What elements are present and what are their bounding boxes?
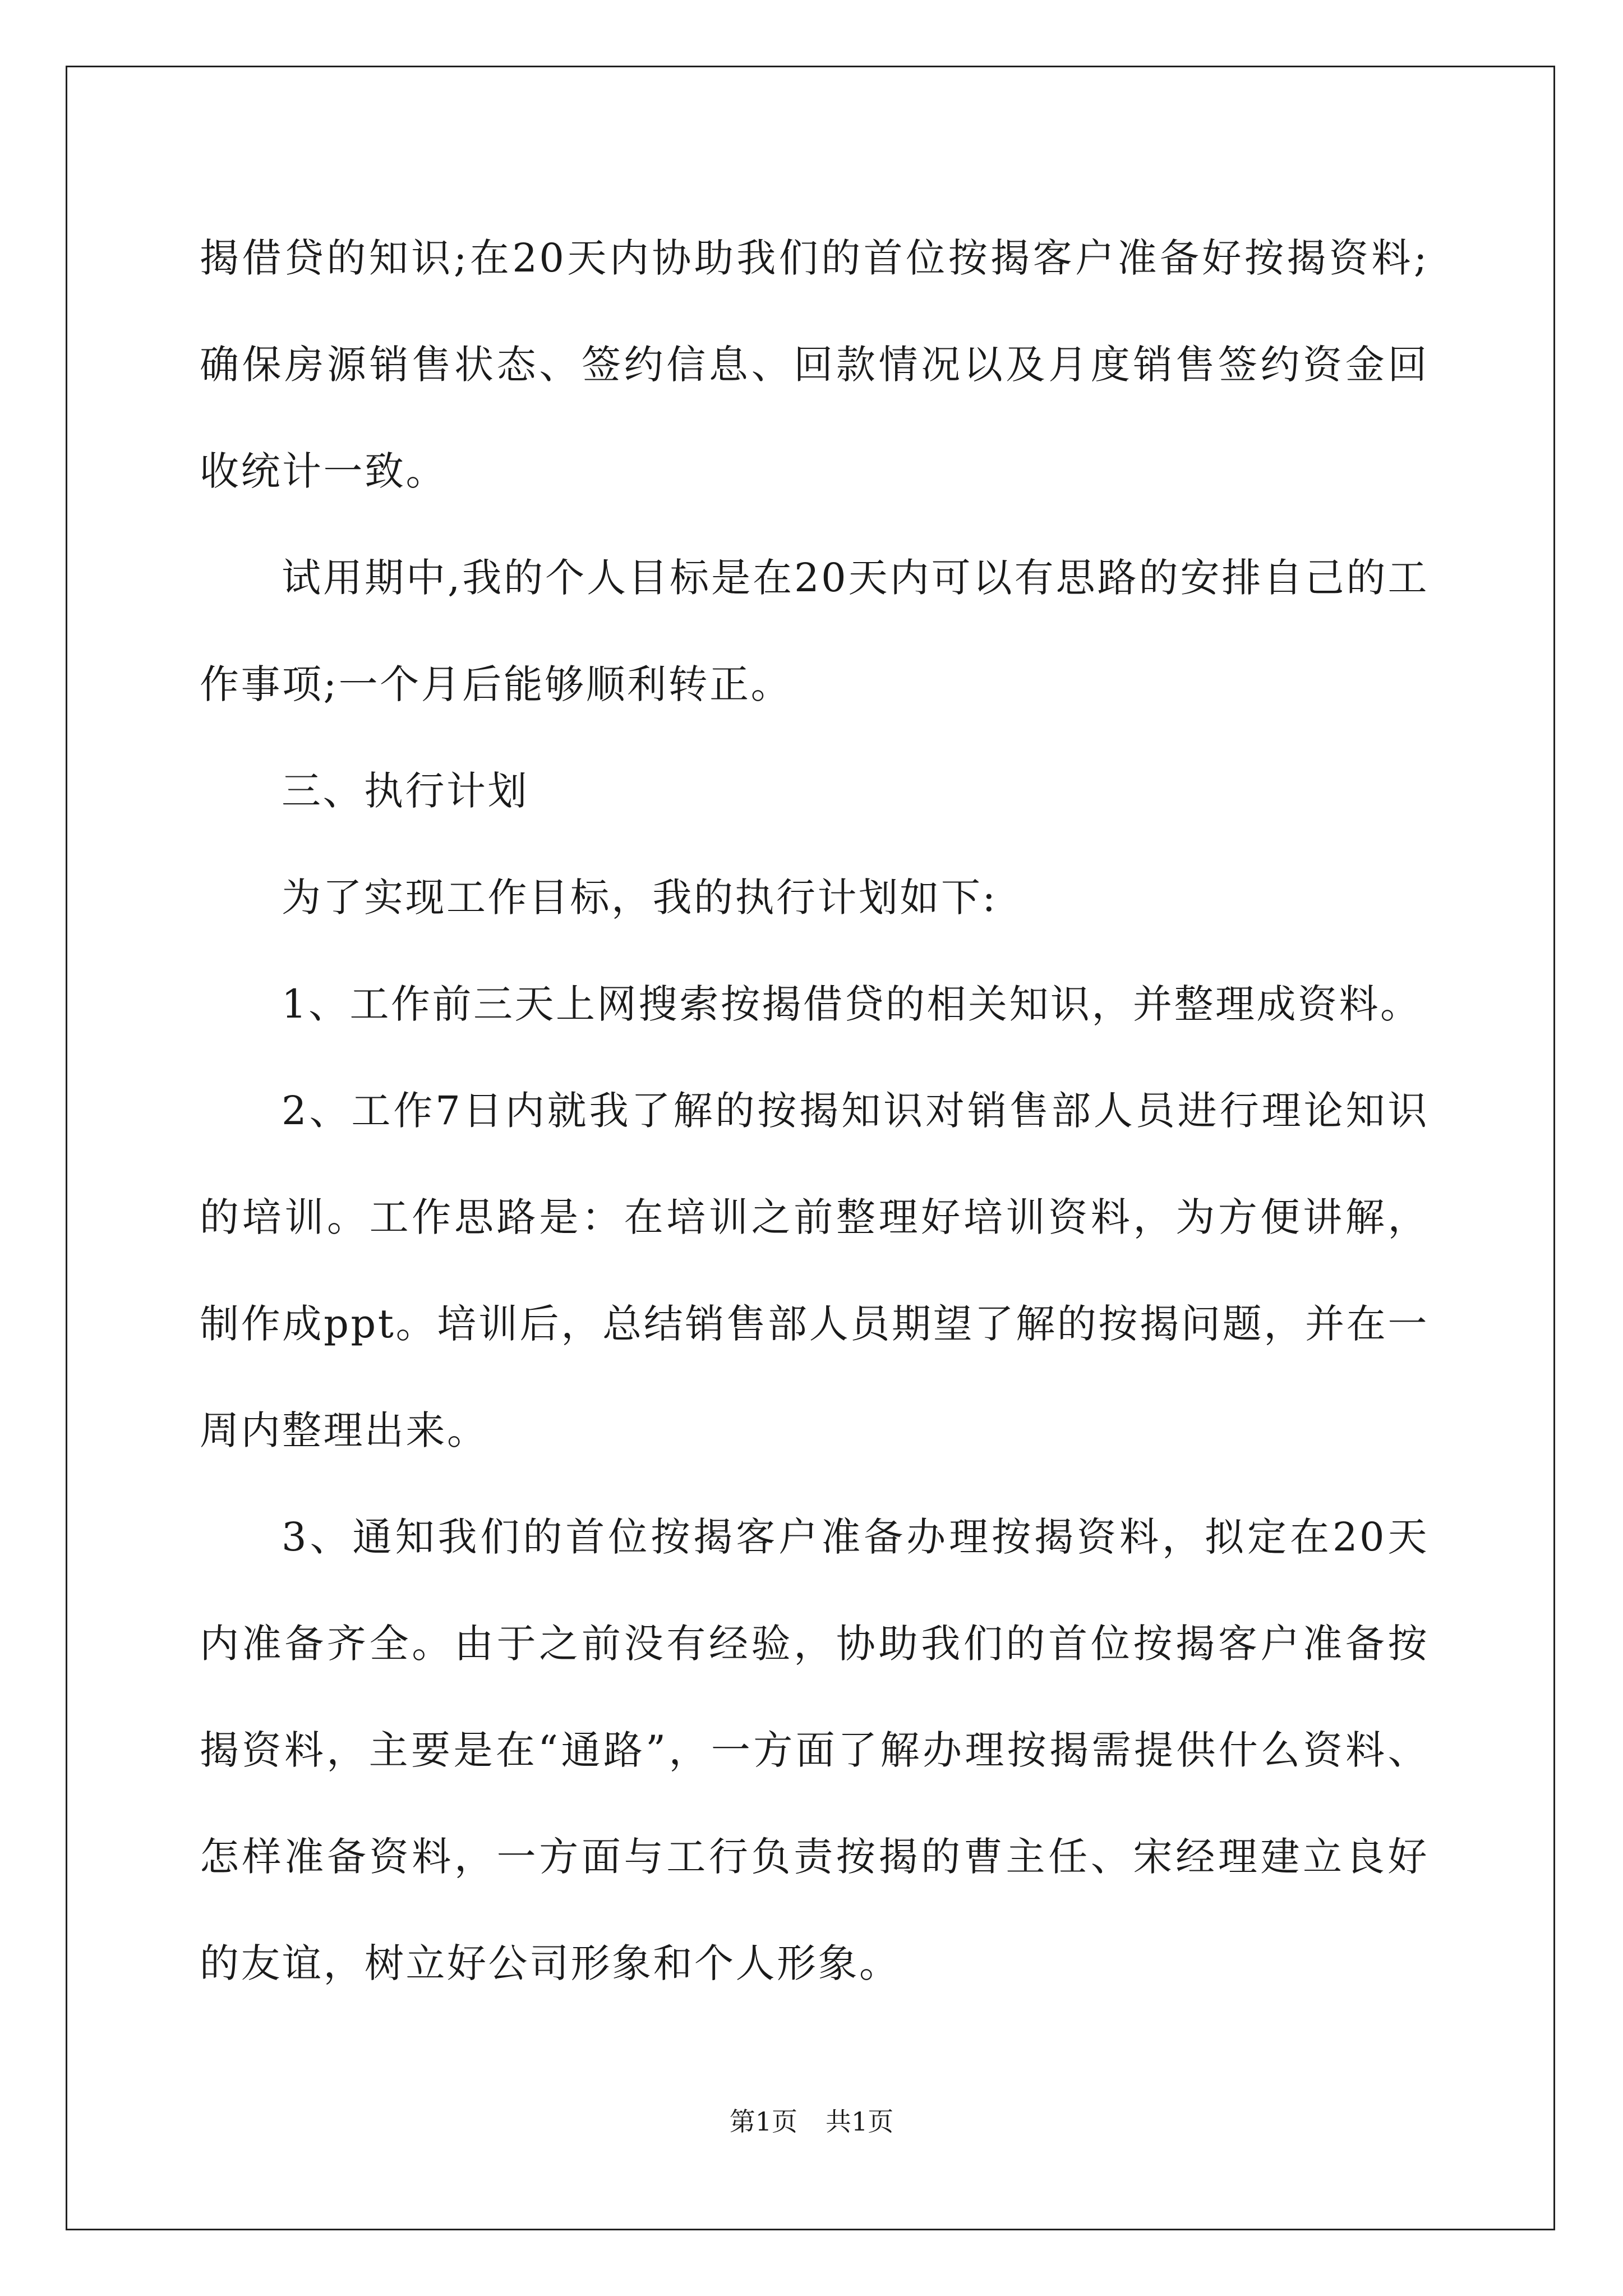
page-footer	[0, 2105, 1623, 2138]
document-body	[200, 205, 1429, 2017]
plan-item-2: 2、工作7日内就我了解的按揭知识对销售部人员进行理论知识的培训。工作思路是：在培训之前整理好培训资料，为方便讲解，制作成ppt。培训后，总结销售部人员期望了解的按揭问题，并在一周内整理出来。	[200, 1088, 1429, 1453]
page-number: 第1页	[729, 2106, 797, 2137]
plan-item-3: 3、通知我们的首位按揭客户准备办理按揭资料，拟定在20天内准备齐全。由于之前没有经验，协助我们的首位按揭客户准备按揭资料，主要是在“通路”，一方面了解办理按揭需提供什么资料、怎样准备资料，一方面与工行负责按揭的曹主任、宋经理建立良好的友谊，树立好公司形象和个人形象。	[200, 1514, 1429, 1986]
paragraph-1: 揭借贷的知识;在20天内协助我们的首位按揭客户准备好按揭资料;确保房源销售状态、签约信息、回款情况以及月度销售签约资金回收统计一致。	[200, 235, 1429, 494]
paragraph-2: 试用期中,我的个人目标是在20天内可以有思路的安排自己的工作事项;一个月后能够顺利转正。	[200, 555, 1429, 707]
plan-item-1: 1、工作前三天上网搜索按揭借贷的相关知识，并整理成资料。	[282, 981, 1422, 1027]
page-total: 共1页	[826, 2106, 894, 2137]
paragraph-intro: 为了实现工作目标，我的执行计划如下:	[282, 875, 998, 921]
section-heading: 三、执行计划	[282, 768, 529, 814]
